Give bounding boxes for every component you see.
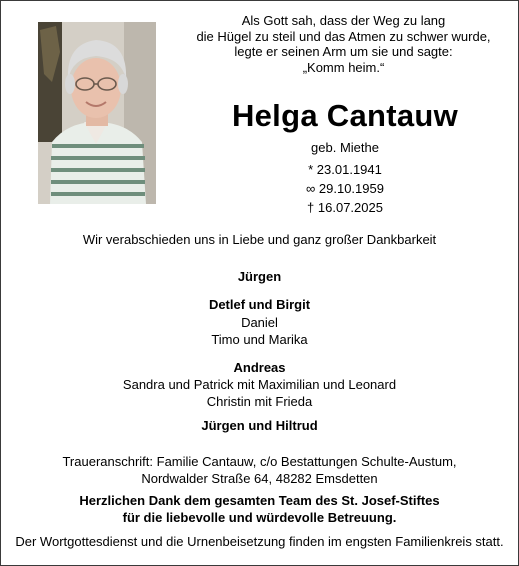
poem — [186, 13, 501, 75]
poem-line: Als Gott sah, dass der Weg zu lang — [241, 13, 446, 28]
mourning-address-line: Nordwalder Straße 64, 48282 Emsdetten — [141, 471, 378, 486]
family-member-line: Christin mit Frieda — [206, 394, 313, 409]
farewell-line: Wir verabschieden uns in Liebe und ganz großer Dankbarkeit — [82, 232, 437, 247]
deceased-name: Helga Cantauw — [231, 98, 459, 133]
mourning-address-line: Traueranschrift: Familie Cantauw, c/o Bestattungen Schulte-Austum, — [62, 454, 457, 469]
life-dates — [200, 160, 490, 217]
family-member-line: Sandra und Patrick mit Maximilian und Leonard — [122, 377, 397, 392]
portrait-photo — [38, 22, 156, 204]
family-member-heading: Jürgen — [237, 269, 282, 284]
family-member-line: Timo und Marika — [211, 332, 308, 347]
family-member-line: Daniel — [241, 315, 278, 330]
portrait-illustration — [38, 22, 156, 204]
marriage-date: ∞ 29.10.1959 — [306, 181, 384, 196]
service-notice: Der Wortgottesdienst und die Urnenbeisetzung finden im engsten Familienkreis statt. — [15, 534, 504, 549]
poem-line: „Komm heim.“ — [302, 59, 385, 75]
poem-line: die Hügel zu steil und das Atmen zu schwer wurde, — [196, 28, 491, 44]
poem-line: legte er seinen Arm um sie und sagte: — [234, 44, 453, 59]
death-date: † 16.07.2025 — [307, 200, 383, 215]
thanks-line: Herzlichen Dank dem gesamten Team des St. Josef-Stiftes — [79, 493, 440, 508]
family-member-heading: Andreas — [233, 360, 286, 375]
family-member-heading: Jürgen und Hiltrud — [201, 418, 318, 433]
birth-date: * 23.01.1941 — [308, 162, 382, 177]
thanks-line: für die liebevolle und würdevolle Betreuung. — [122, 510, 397, 525]
family-member-heading: Detlef und Birgit — [208, 297, 311, 312]
birth-name: geb. Miethe — [311, 140, 379, 155]
